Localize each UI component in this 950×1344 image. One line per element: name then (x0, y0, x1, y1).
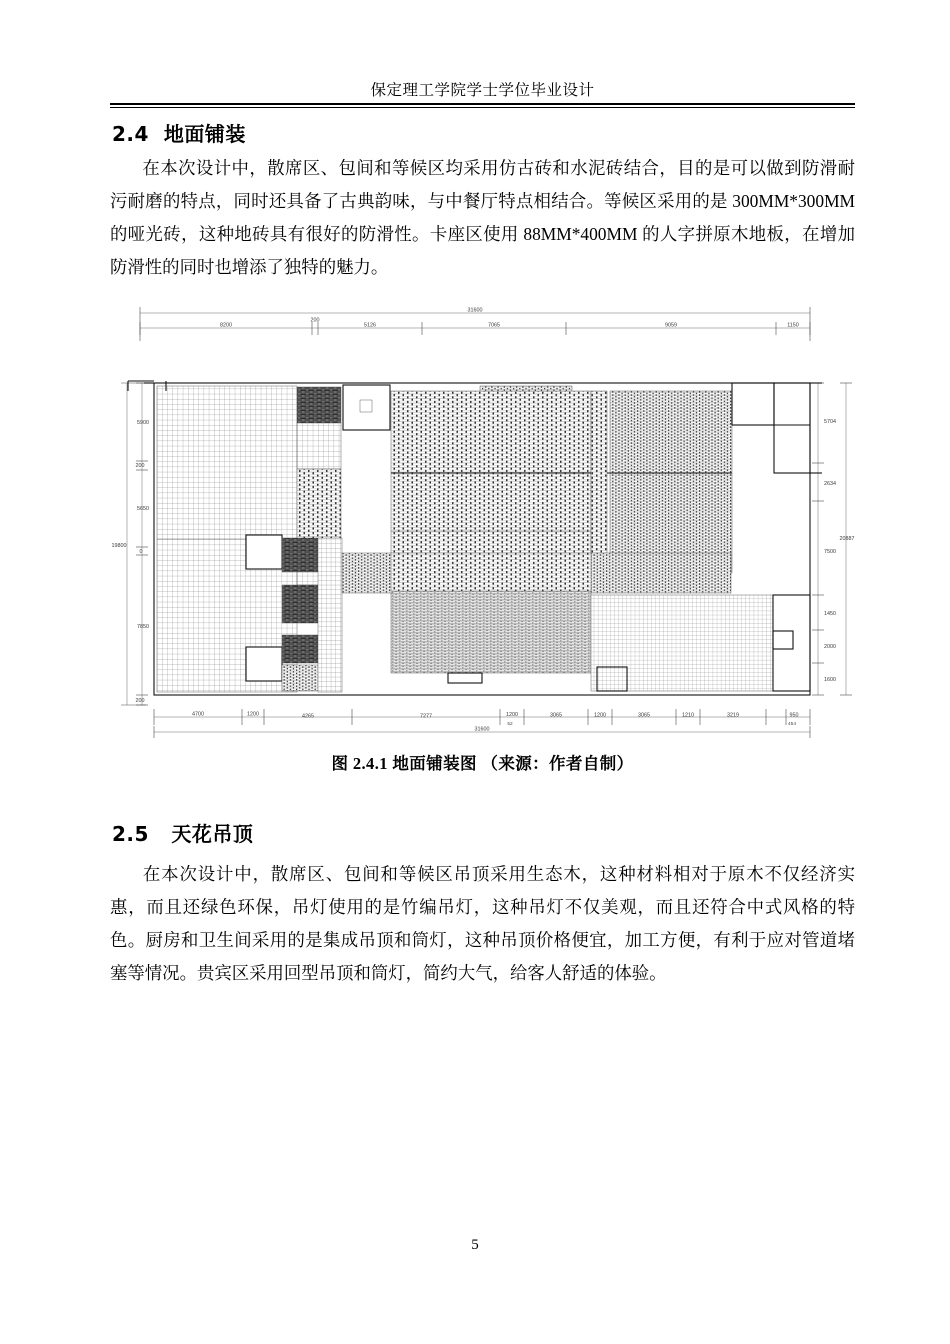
svg-text:1200: 1200 (506, 712, 518, 718)
svg-text:2634: 2634 (824, 481, 836, 487)
figure-caption: 图 2.4.1 地面铺装图 （来源：作者自制） (331, 754, 634, 773)
dimension-chain-top (140, 307, 810, 341)
floor-plan-drawing (110, 295, 855, 745)
svg-text:20887: 20887 (839, 536, 855, 542)
svg-text:19800: 19800 (111, 543, 127, 549)
svg-text:200: 200 (135, 698, 145, 704)
header-rule (110, 103, 855, 105)
svg-text:454: 454 (787, 722, 797, 727)
svg-text:8200: 8200 (220, 322, 232, 329)
svg-text:7850: 7850 (137, 624, 149, 630)
paragraph-text: 在本次设计中，散席区、包间和等候区吊顶采用生态木，这种材料相对于原木不仅经济实惠，而且还绿色环保，吊灯使用的是竹编吊灯，这种吊灯不仅美观，而且还符合中式风格的特色。厨房和卫生间采用的是集成吊顶和筒灯，这种吊顶价格便宜，加工方便，有利于应对管道堵塞等情况。贵宾区采用回型吊顶和筒灯，简约大气，给客人舒适的体验。 (110, 864, 855, 983)
svg-text:1600: 1600 (824, 677, 836, 683)
svg-text:200: 200 (310, 317, 320, 324)
svg-text:7500: 7500 (824, 549, 836, 555)
svg-text:7277: 7277 (420, 713, 432, 720)
svg-text:9059: 9059 (665, 322, 677, 329)
running-header: 保定理工学院学士学位毕业设计 (370, 82, 595, 99)
svg-text:200: 200 (135, 463, 145, 469)
heading-section-2-5: 2.5 天花吊顶 (112, 822, 254, 846)
paragraph-section-2-5 (110, 858, 855, 990)
dark-brick-block-4 (282, 635, 318, 663)
svg-text:3065: 3065 (638, 712, 650, 719)
dark-brick-block-3 (282, 585, 318, 623)
svg-text:31600: 31600 (474, 726, 490, 733)
brick-field-right (610, 391, 732, 573)
plan-body (128, 381, 822, 695)
paragraph-section-2-4 (110, 152, 855, 284)
dimension-chain-right (812, 383, 855, 695)
svg-text:1150: 1150 (787, 322, 799, 329)
svg-text:7065: 7065 (488, 322, 500, 329)
svg-text:3219: 3219 (727, 712, 739, 719)
svg-text:4700: 4700 (192, 711, 204, 718)
svg-text:5126: 5126 (364, 322, 376, 329)
wood-plank-zone (391, 591, 591, 673)
header-rule-secondary (110, 107, 855, 108)
svg-text:2000: 2000 (824, 644, 836, 650)
tile-region-bottom-right (591, 595, 773, 691)
dark-brick-block-1 (297, 387, 341, 423)
svg-text:0: 0 (139, 549, 143, 555)
page-number: 5 (471, 1237, 479, 1253)
svg-text:5704: 5704 (824, 419, 836, 425)
dimension-chain-left (112, 383, 150, 705)
svg-text:5650: 5650 (137, 506, 149, 512)
paragraph-text: 在本次设计中，散席区、包间和等候区均采用仿古砖和水泥砖结合，目的是可以做到防滑耐污耐磨的特点，同时还具备了古典韵味，与中餐厅特点相结合。等候区采用的是 300MM*300MM 的哑光砖，这种地砖具有很好的防滑性。卡座区使用 88MM*400MM 的人字拼原木地板，在增加防滑性的同时也增添了独特的魅力。 (110, 158, 855, 277)
svg-text:3065: 3065 (550, 712, 562, 719)
figure-floor-paving-plan (110, 295, 855, 745)
svg-text:950: 950 (789, 712, 799, 719)
svg-text:52: 52 (507, 722, 513, 727)
dark-brick-block-2 (282, 538, 318, 572)
svg-text:31600: 31600 (467, 307, 483, 314)
dimension-chain-bottom (154, 709, 810, 738)
svg-text:1450: 1450 (824, 611, 836, 617)
svg-text:1200: 1200 (247, 711, 259, 718)
svg-text:1210: 1210 (682, 712, 694, 719)
svg-text:5900: 5900 (137, 420, 149, 426)
svg-text:1200: 1200 (594, 712, 606, 719)
brick-strip-left (297, 469, 341, 539)
heading-section-2-4: 2.4 地面铺装 (112, 122, 246, 146)
svg-text:4265: 4265 (302, 713, 314, 720)
